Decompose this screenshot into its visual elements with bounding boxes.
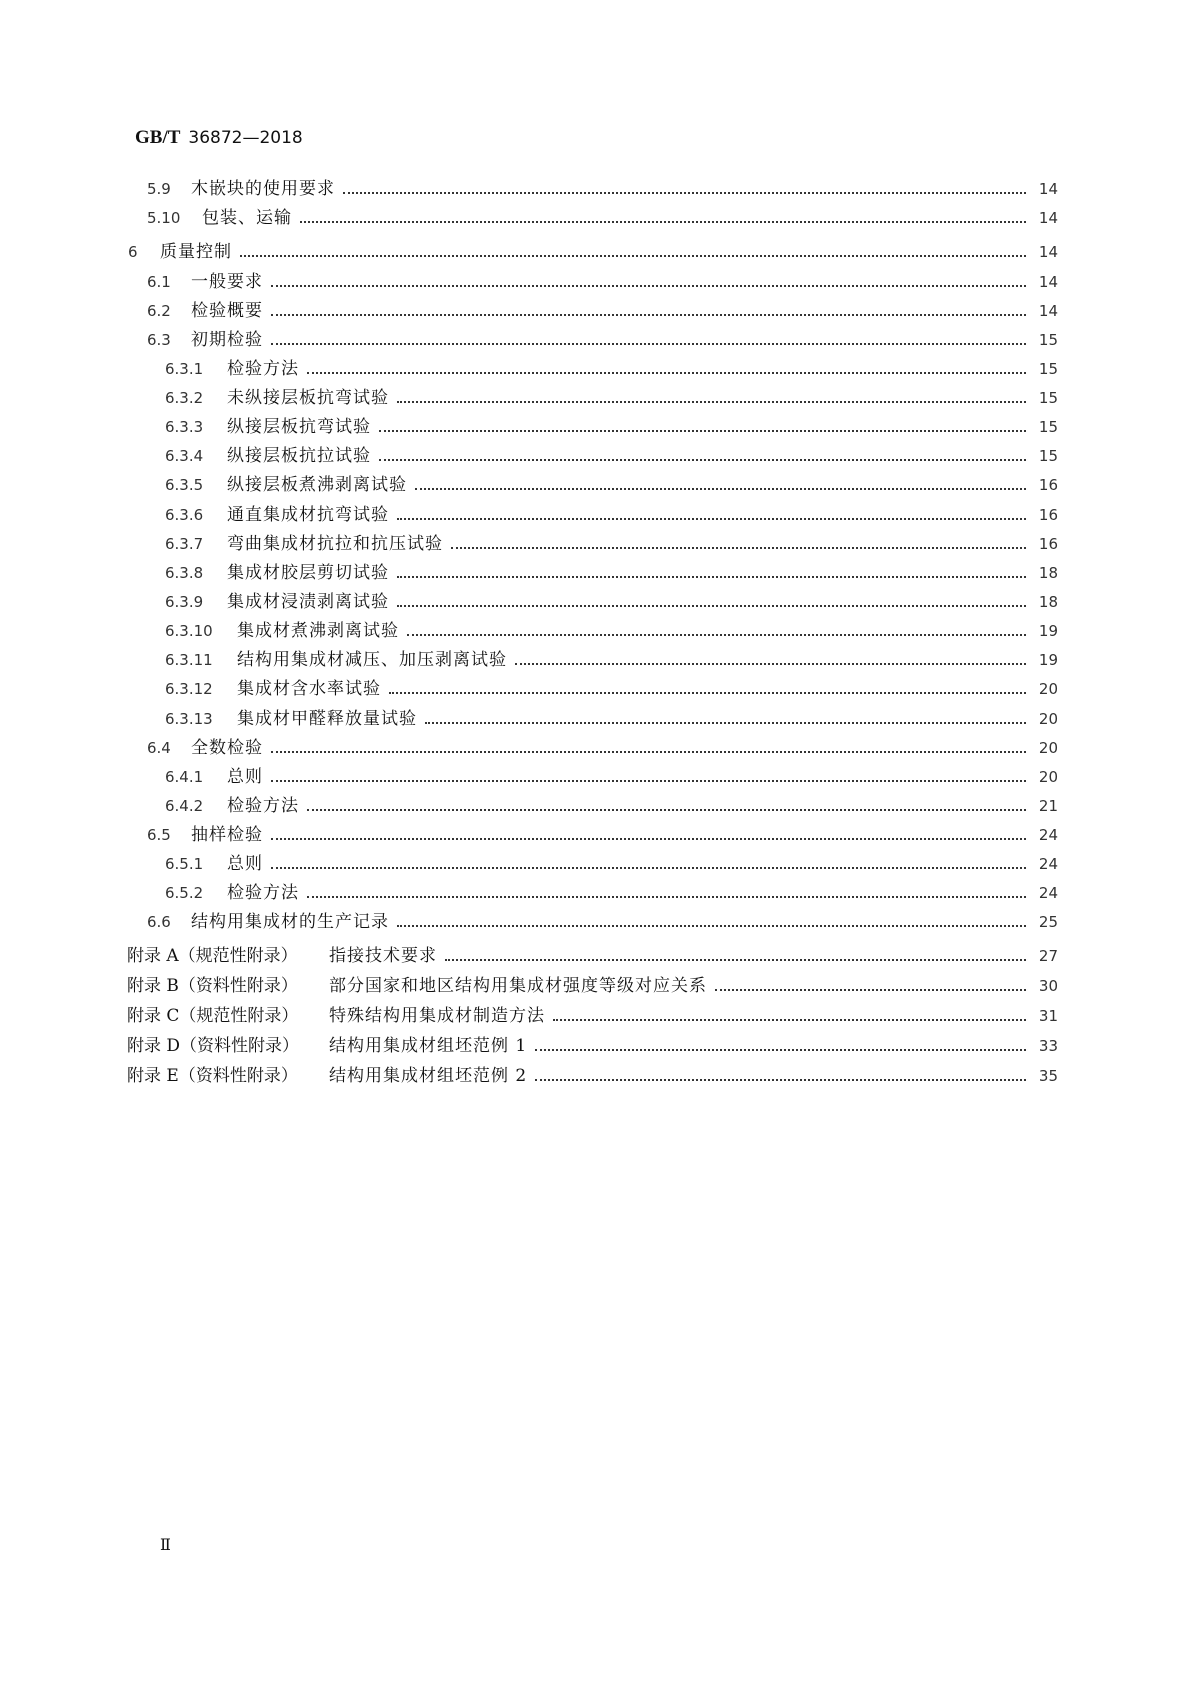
dot-leader: [515, 662, 1026, 665]
toc-entry[interactable]: [165, 649, 1058, 671]
toc-entry-title: 纵接层板抗拉试验: [227, 446, 371, 466]
toc-entry-title: 检验概要: [191, 301, 263, 321]
toc-entry[interactable]: [165, 591, 1058, 613]
toc-entry[interactable]: [165, 562, 1058, 584]
toc-entry-title: 特殊结构用集成材制造方法: [329, 1006, 545, 1026]
toc-entry[interactable]: [165, 882, 1058, 904]
toc-entry-page: 14: [1038, 243, 1058, 261]
toc-entry-page: 20: [1038, 680, 1058, 698]
dot-leader: [451, 546, 1026, 549]
toc-entry[interactable]: [165, 358, 1058, 380]
toc-entry-page: 25: [1038, 913, 1058, 931]
toc-entry[interactable]: [165, 766, 1058, 788]
toc-entry[interactable]: [147, 737, 1058, 759]
toc-entry-page: 15: [1038, 418, 1058, 436]
toc-entry-page: 21: [1038, 797, 1058, 815]
toc-entry-page: 14: [1038, 273, 1058, 291]
dot-leader: [379, 458, 1026, 461]
toc-entry-page: 20: [1038, 768, 1058, 786]
toc-entry-title: 一般要求: [191, 272, 263, 292]
toc-entry-title: 纵接层板煮沸剥离试验: [227, 475, 407, 495]
toc-entry-number: 6.3.8: [165, 564, 204, 582]
dot-leader: [425, 721, 1026, 724]
toc-entry[interactable]: [147, 207, 1058, 229]
dot-leader: [379, 429, 1026, 432]
toc-entry[interactable]: [127, 975, 1058, 997]
toc-entry-title: 集成材含水率试验: [237, 679, 381, 699]
toc-entry[interactable]: [165, 678, 1058, 700]
dot-leader: [343, 191, 1026, 194]
toc-entry-page: 19: [1038, 622, 1058, 640]
dot-leader: [271, 866, 1026, 869]
toc-entry-number: 6.3.5: [165, 476, 204, 494]
document-header: [135, 127, 303, 149]
toc-entry-page: 16: [1038, 535, 1058, 553]
toc-entry-number: 6.1: [147, 273, 171, 291]
dot-leader: [445, 958, 1026, 961]
toc-entry-number: 6.3.9: [165, 593, 204, 611]
toc-entry-number: 附录 C（规范性附录）: [127, 1006, 299, 1026]
toc-entry-page: 24: [1038, 855, 1058, 873]
dot-leader: [535, 1048, 1026, 1051]
toc-entry-page: 14: [1038, 180, 1058, 198]
toc-entry-page: 14: [1038, 209, 1058, 227]
toc-entry-number: 附录 B（资料性附录）: [127, 976, 298, 996]
dot-leader: [307, 895, 1026, 898]
toc-entry[interactable]: [165, 474, 1058, 496]
toc-entry-page: 24: [1038, 884, 1058, 902]
toc-entry-number: 6.3.3: [165, 418, 204, 436]
toc-entry[interactable]: [147, 824, 1058, 846]
toc-entry-page: 14: [1038, 302, 1058, 320]
toc-entry[interactable]: [165, 445, 1058, 467]
dot-leader: [271, 313, 1026, 316]
toc-entry-title: 通直集成材抗弯试验: [227, 505, 389, 525]
toc-entry-number: 6.3.4: [165, 447, 204, 465]
toc-entry-number: 附录 A（规范性附录）: [127, 946, 298, 966]
toc-entry[interactable]: [165, 620, 1058, 642]
toc-entry-title: 集成材甲醛释放量试验: [237, 709, 417, 729]
toc-entry-number: 6.6: [147, 913, 171, 931]
toc-entry-title: 指接技术要求: [329, 946, 437, 966]
toc-entry[interactable]: [127, 1035, 1058, 1057]
toc-entry-title: 集成材煮沸剥离试验: [237, 621, 399, 641]
toc-entry-number: 6.3: [147, 331, 171, 349]
toc-entry-page: 35: [1038, 1067, 1058, 1085]
toc-entry-number: 5.9: [147, 180, 171, 198]
toc-entry-title: 抽样检验: [191, 825, 263, 845]
page-number-footer: Ⅱ: [160, 1537, 171, 1554]
toc-entry-number: 6.5.2: [165, 884, 204, 902]
toc-entry[interactable]: [147, 271, 1058, 293]
toc-entry-page: 15: [1038, 389, 1058, 407]
toc-entry-page: 15: [1038, 360, 1058, 378]
toc-entry[interactable]: [165, 387, 1058, 409]
toc-entry[interactable]: [127, 1005, 1058, 1027]
toc-entry-page: 16: [1038, 506, 1058, 524]
toc-entry-number: 附录 E（资料性附录）: [127, 1066, 298, 1086]
toc-entry-page: 31: [1038, 1007, 1058, 1025]
toc-entry-title: 集成材浸渍剥离试验: [227, 592, 389, 612]
dot-leader: [307, 808, 1026, 811]
toc-entry-title: 总则: [227, 767, 263, 787]
toc-entry[interactable]: [165, 504, 1058, 526]
toc-entry-number: 6: [128, 243, 138, 261]
toc-entry-page: 19: [1038, 651, 1058, 669]
dot-leader: [535, 1078, 1026, 1081]
toc-entry-title: 结构用集成材的生产记录: [191, 912, 389, 932]
standard-number: 36872—2018: [188, 128, 303, 148]
toc-entry[interactable]: [147, 300, 1058, 322]
toc-entry-title: 集成材胶层剪切试验: [227, 563, 389, 583]
toc-entry-title: 检验方法: [227, 796, 299, 816]
toc-entry[interactable]: [165, 708, 1058, 730]
toc-entry-number: 附录 D（资料性附录）: [127, 1036, 300, 1056]
toc-entry-title: 总则: [227, 854, 263, 874]
toc-entry-page: 27: [1038, 947, 1058, 965]
dot-leader: [397, 400, 1026, 403]
dot-leader: [553, 1018, 1026, 1021]
toc-entry-number: 6.4.2: [165, 797, 204, 815]
toc-entry-title: 质量控制: [160, 242, 232, 262]
toc-entry-page: 15: [1038, 331, 1058, 349]
toc-entry-page: 20: [1038, 710, 1058, 728]
toc-entry-title: 检验方法: [227, 359, 299, 379]
toc-entry-number: 6.4: [147, 739, 171, 757]
dot-leader: [271, 342, 1026, 345]
toc-entry-title: 结构用集成材减压、加压剥离试验: [237, 650, 507, 670]
dot-leader: [715, 988, 1026, 991]
dot-leader: [389, 691, 1026, 694]
toc-entry-number: 6.3.1: [165, 360, 204, 378]
toc-entry-number: 6.4.1: [165, 768, 204, 786]
toc-entry-number: 6.3.7: [165, 535, 204, 553]
toc-entry[interactable]: [165, 533, 1058, 555]
dot-leader: [397, 575, 1026, 578]
toc-entry-title: 初期检验: [191, 330, 263, 350]
dot-leader: [271, 779, 1026, 782]
toc-entry[interactable]: [165, 853, 1058, 875]
toc-entry-number: 6.2: [147, 302, 171, 320]
toc-entry[interactable]: [147, 329, 1058, 351]
dot-leader: [397, 604, 1026, 607]
dot-leader: [271, 750, 1026, 753]
toc-entry-page: 18: [1038, 564, 1058, 582]
toc-entry-number: 6.3.12: [165, 680, 213, 698]
toc-entry-title: 木嵌块的使用要求: [191, 179, 335, 199]
toc-entry-number: 6.3.11: [165, 651, 213, 669]
toc-entry-page: 33: [1038, 1037, 1058, 1055]
toc-entry[interactable]: [165, 416, 1058, 438]
toc-entry-number: 6.3.6: [165, 506, 204, 524]
dot-leader: [271, 284, 1026, 287]
toc-entry-page: 30: [1038, 977, 1058, 995]
toc-entry[interactable]: [147, 178, 1058, 200]
dot-leader: [397, 517, 1026, 520]
toc-entry[interactable]: [128, 241, 1058, 263]
dot-leader: [415, 487, 1026, 490]
toc-entry[interactable]: [127, 945, 1058, 967]
toc-entry[interactable]: [127, 1065, 1058, 1087]
toc-entry-number: 6.5: [147, 826, 171, 844]
toc-entry-title: 包装、运输: [202, 208, 292, 228]
toc-entry-title: 纵接层板抗弯试验: [227, 417, 371, 437]
toc-entry-title: 弯曲集成材抗拉和抗压试验: [227, 534, 443, 554]
dot-leader: [407, 633, 1026, 636]
standard-code: GB/T: [135, 127, 181, 148]
toc-entry-title: 结构用集成材组坯范例 2: [329, 1066, 528, 1086]
dot-leader: [307, 371, 1026, 374]
dot-leader: [240, 254, 1026, 257]
toc-entry-page: 20: [1038, 739, 1058, 757]
toc-entry[interactable]: [147, 911, 1058, 933]
dot-leader: [397, 924, 1026, 927]
toc-entry-page: 24: [1038, 826, 1058, 844]
dot-leader: [300, 220, 1026, 223]
toc-entry-title: 未纵接层板抗弯试验: [227, 388, 389, 408]
toc-entry-title: 部分国家和地区结构用集成材强度等级对应关系: [329, 976, 707, 996]
toc-entry-number: 6.3.2: [165, 389, 204, 407]
toc-entry-page: 15: [1038, 447, 1058, 465]
toc-entry-number: 6.3.10: [165, 622, 213, 640]
toc-entry-page: 16: [1038, 476, 1058, 494]
toc-entry-title: 检验方法: [227, 883, 299, 903]
toc-entry-page: 18: [1038, 593, 1058, 611]
toc-entry-number: 5.10: [147, 209, 181, 227]
dot-leader: [271, 837, 1026, 840]
toc-entry-number: 6.5.1: [165, 855, 204, 873]
toc-entry-number: 6.3.13: [165, 710, 213, 728]
toc-entry-title: 全数检验: [191, 738, 263, 758]
toc-entry-title: 结构用集成材组坯范例 1: [329, 1036, 528, 1056]
toc-entry[interactable]: [165, 795, 1058, 817]
